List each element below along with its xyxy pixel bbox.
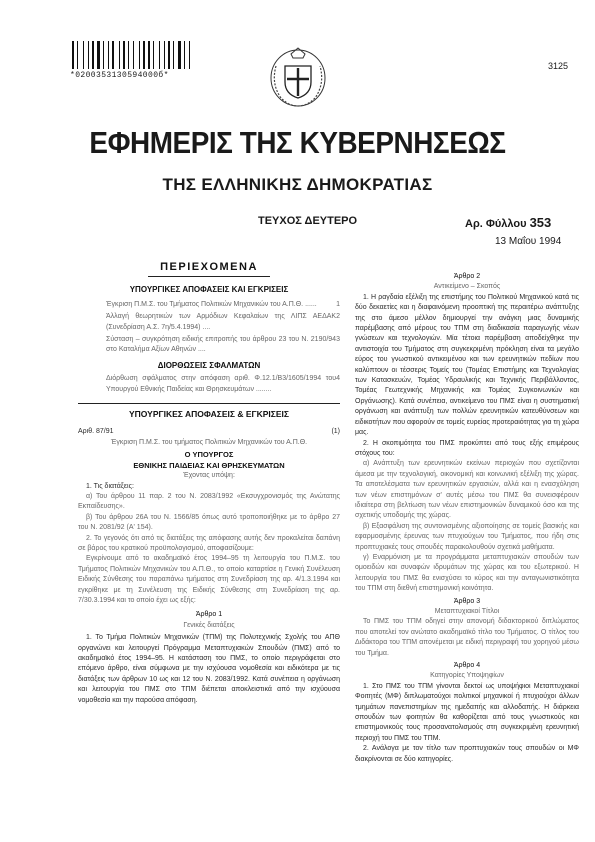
paragraph: γ) Εναρμόνιση με τα προγράμματα μεταπτυχιακών σπουδών των ομοειδών και συναφών ιδρυμάτων της χώρας και του εξωτερικού. Η λειτουργία του ΠΜΣ θα ενισχύσει το κύρος και την ανταγωνιστικότητα του ΤΠΜ στη διεθνή επιστημονική κοινότητα. [355,553,579,593]
paragraph: β) Του άρθρου 26Α του Ν. 1566/85 όπως αυτό τροποποιήθηκε με το άρθρο 27 του Ν. 2081/92 (Α' 154). [78,513,340,532]
paragraph: 2. Η σκοπιμότητα του ΠΜΣ προκύπτει από τους εξής επιμέρους στόχους του: [355,439,579,457]
article-subtitle: Γενικές διατάξεις [183,621,235,629]
reference-subject: Έγκριση Π.Μ.Σ. του τμήματος Πολιτικών Μηχανικών του Α.Π.Θ. [110,438,308,446]
toc-item[interactable] [78,312,340,333]
gazette-subtitle: ΤΗΣ ΕΛΛΗΝΙΚΗΣ ΔΗΜΟΚΡΑΤΙΑΣ [162,175,433,194]
issue-date: 13 Μαΐου 1994 [495,236,562,247]
divider [148,276,270,277]
paragraph: β) Εξασφάλιση της συντονισμένης αξιοποίησης σε τομείς βασικής και εφαρμοσμένης έρευνας των πτυχιούχων του Τμήματος, που ήδη στις προπτυχιακές τους σπουδές παρακολουθούν σχετικά μαθήματα. [355,522,579,551]
article-subtitle: Αντικείμενο – Σκοπός [433,283,501,291]
section-heading: ΥΠΟΥΡΓΙΚΕΣ ΑΠΟΦΑΣΕΙΣ & ΕΓΚΡΙΣΕΙΣ [129,409,289,420]
paragraph: 2. Το γεγονός ότι από τις διατάξεις της απόφασης αυτής δεν προκαλείται δαπάνη σε βάρος του κρατικού προϋπολογισμού, αποφασίζουμε: [78,534,340,552]
paragraph: 1. Το Τμήμα Πολιτικών Μηχανικών (ΤΠΜ) της Πολυτεχνικής Σχολής του ΑΠΘ οργανώνει και λειτουργεί Πρόγραμμα Μεταπτυχιακών Σπουδών (ΠΜΣ) από το ακαδημαϊκό έτος 1994–95. Η κατάσταση του ΠΜΣ, το οποίο περιγράφεται στο επόμενο άρθρο, είναι σύμφωνα με την ισχύουσα νομοθεσία και ειδικότερα με τις διατάξεις των άρθρων 10 ως και 12 του Ν. 2083/1992. Κατά συνέπεια η οργάνωση και λειτουργία του ΠΜΣ στο ΤΠΜ διέπεται αποκλειστικά από την ισχύουσα νομοθεσία και την παρούσα απόφαση. [78,634,340,704]
toc-item-page: 4 [336,375,340,383]
contents-heading: ΠΕΡΙΕΧΟΜΕΝΑ [160,261,258,273]
reference-number: Αριθ. 87/91 [78,428,114,436]
divider [78,403,340,404]
toc-item-text: Έγκριση Π.Μ.Σ. του Τμήματος Πολιτικών Μηχανικών του Α.Π.Θ. ...... [106,300,317,308]
paragraph: 1. Η ραγδαία εξέλιξη της επιστήμης του Πολιτικού Μηχανικού κατά τις δύο δεκαετίες και η διαφαινόμενη προοπτική της περαιτέρω ανάπτυξης της στο άμεσο μέλλον δημιουργεί την ανάγκη μιας δυναμικής παρέμβασης από μέρους του ΤΠΜ στη διαδικασία παραγωγής νέων γνώσεων και τεχνολογιών. Μία τέτοια παρέμβαση αποδείχθηκε την αντιστοιχία του Τμήματος στη συγκεκριμένη πρόκληση είναι τα μεγάλο εύρος του γνωστικού αντικειμένου και των ερευνητικών πεδίων που καλύπτουν οι τέσσερις Τομείς του (Τομέας Επιστήμης και Τεχνολογίας των Κατασκευών, Τομέας Υδραυλικής και Τεχνικής Περιβάλλοντος, Τομέας Γεωτεχνικής Μηχανικής και Τομέας Συγκοινωνιών και Οργάνωσης). Κατά συνέπεια, αντικείμενο του ΠΜΣ είναι η συστηματική οργάνωση και ανάπτυξη των πολλών ερευνητικών κατευθύνσεων και ειδικοτήτων που αφορούν σε τομείς ευρείας προτεραιότητας για τη χώρα μας. [355,293,579,437]
toc-item-page: 3 [336,336,340,344]
corrections-heading: ΔΙΟΡΘΩΣΕΙΣ ΣΦΑΛΜΑΤΩΝ [157,360,261,370]
toc-item[interactable] [78,300,340,310]
article-subtitle: Μεταπτυχιακοί Τίτλοι [434,608,500,615]
article-subtitle: Κατηγορίες Υποψηφίων [430,672,504,680]
article-heading: Άρθρο 4 [453,662,481,670]
sheet-number-label [465,215,551,230]
toc-item[interactable] [78,374,340,395]
page-number: 3125 [548,61,569,71]
greek-coat-of-arms-icon [267,44,329,108]
barcode-number: *0200353130594000б* [70,71,169,80]
toc-item-text: Άλλαγή θεωρητικών των Αρμόδιων Κεφαλαίων της ΛΙΠΣ ΑΕΔΑΚ (Συνεδρίαση Α.Σ. 7η/5.4.1994) .... [106,313,337,331]
paragraph: α) Του άρθρου 11 παρ. 2 του Ν. 2083/1992 «Εκσυγχρονισμός της Ανώτατης Εκπαίδευσης». [78,492,340,511]
gazette-title: ΕΦΗΜΕΡΙΣ ΤΗΣ ΚΥΒΕΡΝΗΣΕΩΣ [89,125,506,160]
minister-title: Ο ΥΠΟΥΡΓΟΣ [184,450,234,460]
sheet-number: 353 [529,215,552,230]
paragraph: 2. Ανάλογα με τον τίτλο των προπτυχιακών τους σπουδών οι ΜΦ διακρίνονται σε δύο κατηγορίες. [355,745,579,763]
toc-item-page: 1 [336,300,340,308]
decisions-heading: ΥΠΟΥΡΓΙΚΕΣ ΑΠΟΦΑΣΕΙΣ ΚΑΙ ΕΓΚΡΙΣΕΙΣ [129,285,289,295]
left-column [78,262,340,706]
paragraph: Το ΠΜΣ του ΤΠΜ οδηγεί στην απονομή διδακτορικού διπλώματος που αποτελεί τον ανώτατο ακαδημαϊκό τίτλο του Τμήματος. Ο τίτλος του Διδάκτορα του ΤΠΜ απονέμεται με ειδική περιγραφή του χορηγού μέσω του Τμήμα. [355,618,579,657]
right-column [355,272,579,765]
issue-label: ΤΕΥΧΟΣ ΔΕΥΤΕΡΟ [258,215,358,227]
paragraph: 1. Τις διατάξεις: [86,482,134,490]
ministry-name: ΕΘΝΙΚΗΣ ΠΑΙΔΕΙΑΣ ΚΑΙ ΘΡΗΣΚΕΥΜΑΤΩΝ [133,460,285,470]
having-regard: Έχοντας υπόψη: [183,472,235,480]
reference-marker: (1) [331,428,340,436]
paragraph: α) Ανάπτυξη των ερευνητικών εκείνων περιοχών που σχετίζονται άμεσα με την τεχνολογική, οικονομική και κοινωνική εξέλιξη της χώρας. Τα αποτελέσματα των ερευνητικών εργασιών, αλλά και η ενασχόληση των νέων επιστημόνων σ' αυτές μέσω του ΠΜΣ θα συνεισφέρουν ιδιαίτερα στη βελτίωση των νέων επιστημονικών δυναμικού όσο και της σχετικής υποδομής της χώρας. [355,460,579,520]
toc-item-page: 2 [336,313,340,321]
reference-line [78,427,340,437]
article-heading: Άρθρο 3 [453,597,481,605]
toc-item-text: Σύσταση – συγκρότηση ειδικής επιτροπής του άρθρου 23 του Ν. 2190/94 στο Καταλήμα Αξίων Αθηνών .... [106,336,337,354]
paragraph: Εγκρίνουμε από το ακαδημαϊκό έτος 1994–95 τη λειτουργία του Π.Μ.Σ. του Τμήματος Πολιτικών Μηχανικών του Α.Π.Θ., το οποίο καταρτίσε η Γενική Συνέλευση Ειδικής Σύνθεσης του παραπάνω τμήματος στη Συνεδρίαση της αρ. 4/1.3.1994 και εγκρίθηκε με τη Συνέλευση της Ειδικής Σύνθεσης στη Συνεδρίαση της αρ. 7/30.3.1994 και το οποίο έχει ως εξής: [78,555,340,604]
article-heading: Άρθρο 2 [453,273,481,280]
sheet-label: Αρ. Φύλλου [465,218,527,230]
article-heading: Άρθρο 1 [195,611,223,619]
paragraph: 1. Στο ΠΜΣ του ΤΠΜ γίνονται δεκτοί ως υποψήφιοι Μεταπτυχιακοί Φοιτητές (ΜΦ) διπλωματούχοι πολιτικοί μηχανικοί ή πτυχιούχοι άλλων τμημάτων πανεπιστημίων της ημεδαπής και αλλοδαπής. Η διάρκεια σπουδών των φοιτητών θα καθορίζεται από τους γνωστικούς και επιστημονικούς τους προσανατολισμούς στη συγκεκριμένη ερευνητική περιοχή του ΠΜΣ του ΤΠΜ. [355,682,579,742]
toc-item-text: Διόρθωση σφάλματος στην απόφαση αριθ. Φ.12.1/Β3/1605/1994 του Υπουργού Εθνικής Παιδείας και Θρησκευμάτων ........ [106,375,337,393]
barcode [72,41,222,69]
toc-item[interactable] [78,335,340,356]
